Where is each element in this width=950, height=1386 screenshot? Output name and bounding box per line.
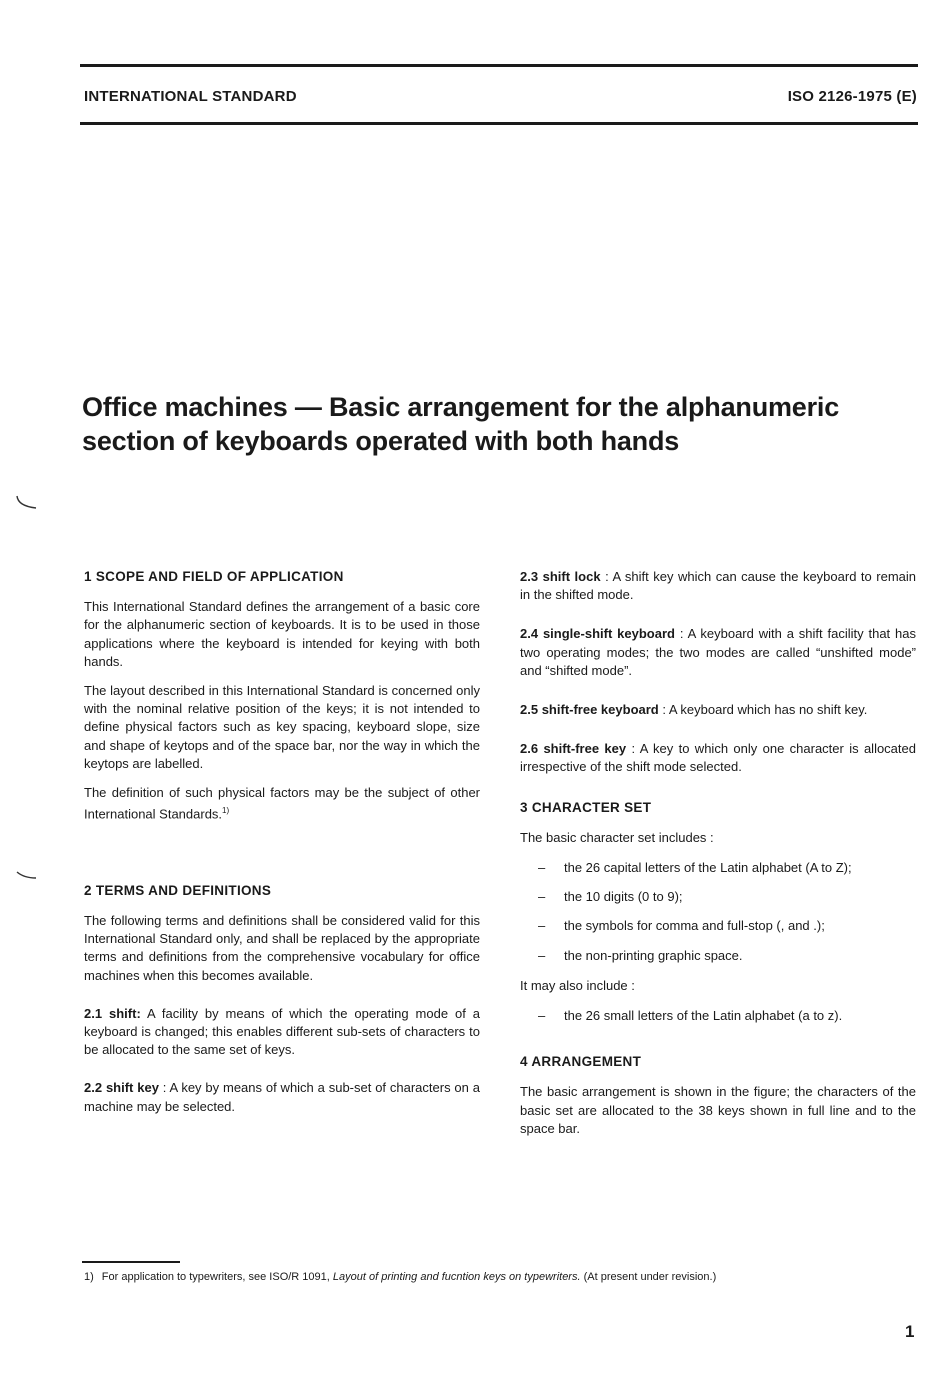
definition-2-6-number: 2.6 [520,741,539,757]
right-column [520,568,916,1138]
document-title [82,390,922,458]
definition-2-5 [520,701,916,719]
header-standard-type: INTERNATIONAL STANDARD [84,88,297,105]
definition-2-3-term: shift lock [542,569,601,584]
footnote-number: 1) [84,1271,94,1283]
footnote-text: For application to typewriters, see ISO/R 1091, [101,1271,333,1283]
definition-2-1-term: shift: [109,1005,141,1021]
title-line-2: section of keyboards operated with both hands [82,426,680,456]
definition-2-3 [520,568,916,604]
section-1-heading: 1 SCOPE AND FIELD OF APPLICATION [84,569,344,584]
definition-2-6 [520,740,916,776]
list-item-text: the symbols for comma and full-stop (, and .); [564,918,825,934]
section-4-heading: 4 ARRANGEMENT [520,1054,642,1070]
definition-2-2-number: 2.2 [84,1080,103,1096]
list-item-text: the non-printing graphic space. [564,947,743,963]
section-1-paragraph-3 [84,784,480,824]
dash-marker: – [538,889,546,905]
footnote [84,1270,716,1284]
definition-2-5-term: shift-free keyboard [541,702,659,718]
list-item-text: the 26 capital letters of the Latin alphabet (A to Z); [564,860,852,876]
section-4-paragraph-1: The basic arrangement is shown in the figure; the characters of the basic set are allocated to the 38 keys shown in full line and to the space bar. [520,1084,916,1136]
footnote-rule [82,1261,180,1263]
optional-character-list [520,1007,916,1025]
definition-2-2-text: : A key by means of which a sub-set of characters on a machine may be selected. [84,1080,480,1114]
list-item [538,1007,916,1025]
scan-corner-mark-bottom [14,868,42,882]
page-number: 1 [905,1322,915,1341]
scan-corner-mark-top [14,494,42,512]
list-item [538,859,916,877]
definition-2-4 [520,625,916,680]
definition-2-6-term: shift-free key [543,741,627,757]
header-bottom-rule [80,122,918,125]
definition-2-2 [84,1079,480,1115]
list-item-text: the 10 digits (0 to 9); [564,889,683,905]
definition-2-3-text: : A shift key which can cause the keyboard to remain in the shifted mode. [520,569,916,603]
left-column [84,568,480,1116]
header-top-rule [80,64,918,67]
section-1-paragraph-1: This International Standard defines the arrangement of a basic core for the alphanumeric section of keyboards. It is to be used in those applications where the keyboard is intended for keying with both hands. [84,599,480,669]
footnote-note: (At present under revision.) [580,1271,717,1283]
definition-2-4-text: : A keyboard with a shift facility that has two operating modes; the two modes are called “unshifted mode” and “shifted mode”. [520,626,916,678]
dash-marker: – [538,918,546,934]
header-standard-number: ISO 2126-1975 (E) [787,88,917,105]
definition-2-1-text: A facility by means of which the operating mode of a keyboard is changed; this enables different sub-sets of characters to be allocated to the same set of keys. [84,1005,480,1058]
section-2-paragraph-1: The following terms and definitions shall be considered valid for this International Standard only, and shall be replaced by the appropriate terms and definitions from the comprehensive vocabulary for office machines when this becomes available. [84,912,480,983]
definition-2-1 [84,1005,480,1060]
title-line-1: Office machines — Basic arrangement for the alphanumeric [82,392,840,422]
section-1-paragraph-3-text: The definition of such physical factors may be the subject of other International Standards. [84,785,480,822]
dash-marker: – [538,1008,546,1024]
section-3-heading: 3 CHARACTER SET [520,799,652,815]
definition-2-5-text: : A keyboard which has no shift key. [658,702,868,718]
definition-2-5-number: 2.5 [520,702,539,718]
section-2-heading: 2 TERMS AND DEFINITIONS [84,882,272,898]
list-item-text: the 26 small letters of the Latin alphabet (a to z). [564,1008,843,1024]
definition-2-3-number: 2.3 [520,569,539,584]
definition-2-2-term: shift key [105,1080,159,1096]
footnote-cited-title: Layout of printing and fucntion keys on typewriters. [332,1271,581,1283]
section-1-paragraph-2: The layout described in this International Standard is concerned only with the nominal relative position of the keys; it is not intended to define physical factors such as key spacing, keyboard slope, size and shape of keytops and of the space bar, nor the way in which the keytops are labelled. [84,683,480,771]
definition-2-4-term: single-shift keyboard [542,626,675,642]
dash-marker: – [538,947,546,963]
character-set-list [520,859,916,965]
list-item [538,947,916,965]
dash-marker: – [538,860,546,876]
section-3-also-intro: It may also include : [520,977,635,993]
definition-2-4-number: 2.4 [520,626,539,642]
list-item [538,888,916,906]
footnote-ref-1[interactable]: 1) [222,806,230,816]
definition-2-6-text: : A key to which only one character is allocated irrespective of the shift mode selected. [520,741,916,775]
list-item [538,917,916,935]
section-3-intro: The basic character set includes : [520,829,714,845]
definition-2-1-number: 2.1 [84,1005,103,1021]
